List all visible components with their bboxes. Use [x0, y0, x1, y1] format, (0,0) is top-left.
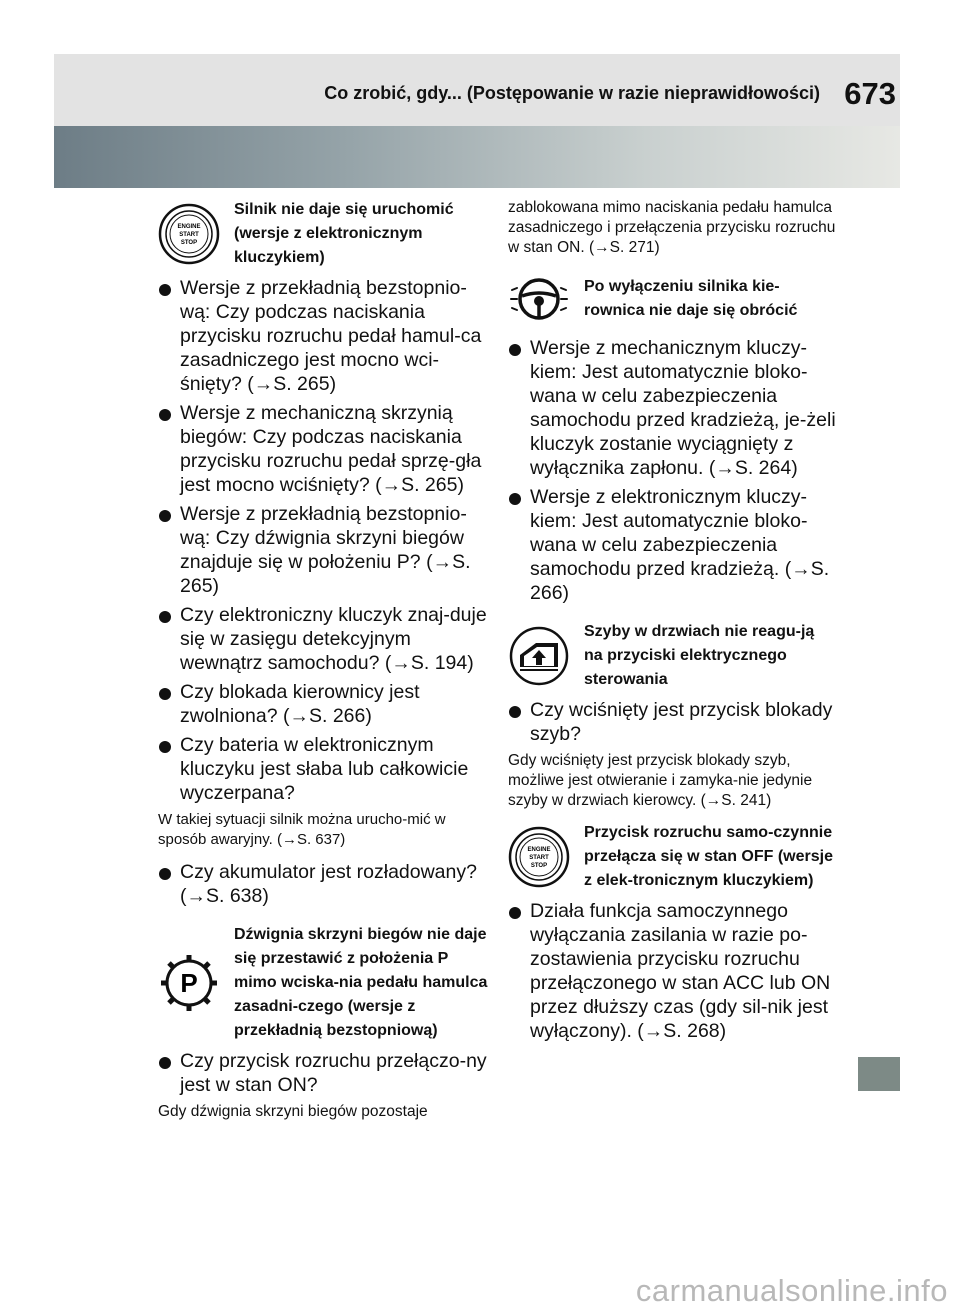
bullet-list [508, 698, 836, 746]
section-title: Dźwignia skrzyni biegów nie daje się przestawić z położenia P mimo wciska-nia pedału hamulca zasadni-czego (wersje z przekładnią bezstopniową) [234, 926, 488, 1039]
list-item: Wersje z przekładnią bezstopnio-wą: Czy podczas naciskania przycisku rozruchu pedał hamul-ca zasadniczego jest mocno wci-śnięty? (→S. 265) [158, 276, 490, 396]
list-item: Wersje z elektronicznym kluczy-kiem: Jest automatycznie bloko-wana w celu zabezpieczenia samochodu przed kradzieżą. (→S. 266) [508, 485, 836, 605]
decorative-gradient-band [54, 126, 900, 188]
list-item: Czy wciśnięty jest przycisk blokady szyb? [508, 698, 836, 746]
note-text-continued: zablokowana mimo naciskania pedału hamulca zasadniczego i przełączenia przycisku rozruchu w stan ON. (→S. 271) [508, 199, 836, 256]
section-title: Po wyłączeniu silnika kie-rownica nie daje się obrócić [584, 278, 798, 319]
note-text: W takiej sytuacji silnik można urucho-mić w sposób awaryjny. (→S. 637) [158, 811, 446, 848]
svg-text:START: START [529, 855, 549, 861]
park-gear-icon [158, 952, 220, 1014]
section-title: Szyby w drzwiach nie reagu-ją na przyciski elektrycznego sterowania [584, 623, 815, 688]
bullet-list [508, 899, 836, 1043]
section-windows-unresponsive [508, 620, 836, 692]
page-number: 673 [844, 76, 896, 111]
list-item: Wersje z mechaniczną skrzynią biegów: Czy podczas naciskania przycisku rozruchu pedał sprzę-gła jest mocno wciśnięty? (→S. 265) [158, 401, 490, 497]
bullet-list [158, 860, 490, 908]
note-text: Gdy wciśnięty jest przycisk blokady szyb, możliwe jest otwieranie i zamyka-nie jedynie szyby w drzwiach kierowcy. (→S. 241) [508, 752, 813, 809]
list-item: Czy blokada kierownicy jest zwolniona? (→S. 266) [158, 680, 490, 728]
section-engine-switch-auto-off [508, 821, 836, 893]
list-item: Czy elektroniczny kluczyk znaj-duje się w zasięgu detekcyjnym wewnątrz samochodu? (→S. 194) [158, 603, 490, 675]
svg-text:ENGINE: ENGINE [527, 847, 551, 853]
window-lock-icon [508, 625, 570, 687]
bullet-list [508, 336, 836, 605]
section-shift-lever-stuck [158, 923, 490, 1043]
left-column [158, 198, 490, 1132]
list-item: Czy przycisk rozruchu przełączo-ny jest w stan ON? [158, 1049, 490, 1097]
list-item: Wersje z przekładnią bezstopnio-wą: Czy dźwignia skrzyni biegów znajduje się w położeniu P? (→S. 265) [158, 502, 490, 598]
engine-start-stop-icon [508, 826, 570, 888]
chapter-title: Co zrobić, gdy... (Postępowanie w razie nieprawidłowości) [324, 83, 820, 103]
svg-text:STOP: STOP [180, 240, 198, 246]
chapter-side-tab [858, 1057, 900, 1091]
section-engine-wont-start [158, 198, 490, 270]
svg-text:STOP: STOP [530, 863, 548, 869]
section-steering-locked [508, 268, 836, 330]
list-item: Wersje z mechanicznym kluczy-kiem: Jest automatycznie bloko-wana w celu zabezpieczenia samochodu przed kradzieżą, je-żeli kluczyk zostanie wyciągnięty z wyłącznika zapłonu. (→S. 264) [508, 336, 836, 480]
svg-text:ENGINE: ENGINE [177, 224, 201, 230]
right-column [508, 198, 836, 1048]
list-item: Czy bateria w elektronicznym kluczyku jest słaba lub całkowicie wyczerpana? [158, 733, 490, 805]
list-item: Działa funkcja samoczynnego wyłączania zasilania w razie po-zostawienia przycisku rozruchu przełączonego w stan ACC lub ON przez dłuższy czas (gdy sil-nik jest wyłączony). (→S. 268) [508, 899, 836, 1043]
engine-start-stop-icon [158, 203, 220, 265]
section-title: Przycisk rozruchu samo-czynnie przełącza się w stan OFF (wersje z elek-tronicznym kluczykiem) [584, 824, 833, 889]
bullet-list [158, 1049, 490, 1097]
steering-lock-icon [508, 268, 570, 330]
note-text: Gdy dźwignia skrzyni biegów pozostaje [158, 1103, 428, 1120]
svg-text:P: P [180, 968, 198, 998]
section-title: Silnik nie daje się uruchomić (wersje z elektronicznym kluczykiem) [234, 201, 454, 266]
watermark-text: carmanualsonline.info [635, 1273, 948, 1308]
bullet-list [158, 276, 490, 805]
list-item: Czy akumulator jest rozładowany? (→S. 638) [158, 860, 490, 908]
svg-text:START: START [179, 232, 199, 238]
